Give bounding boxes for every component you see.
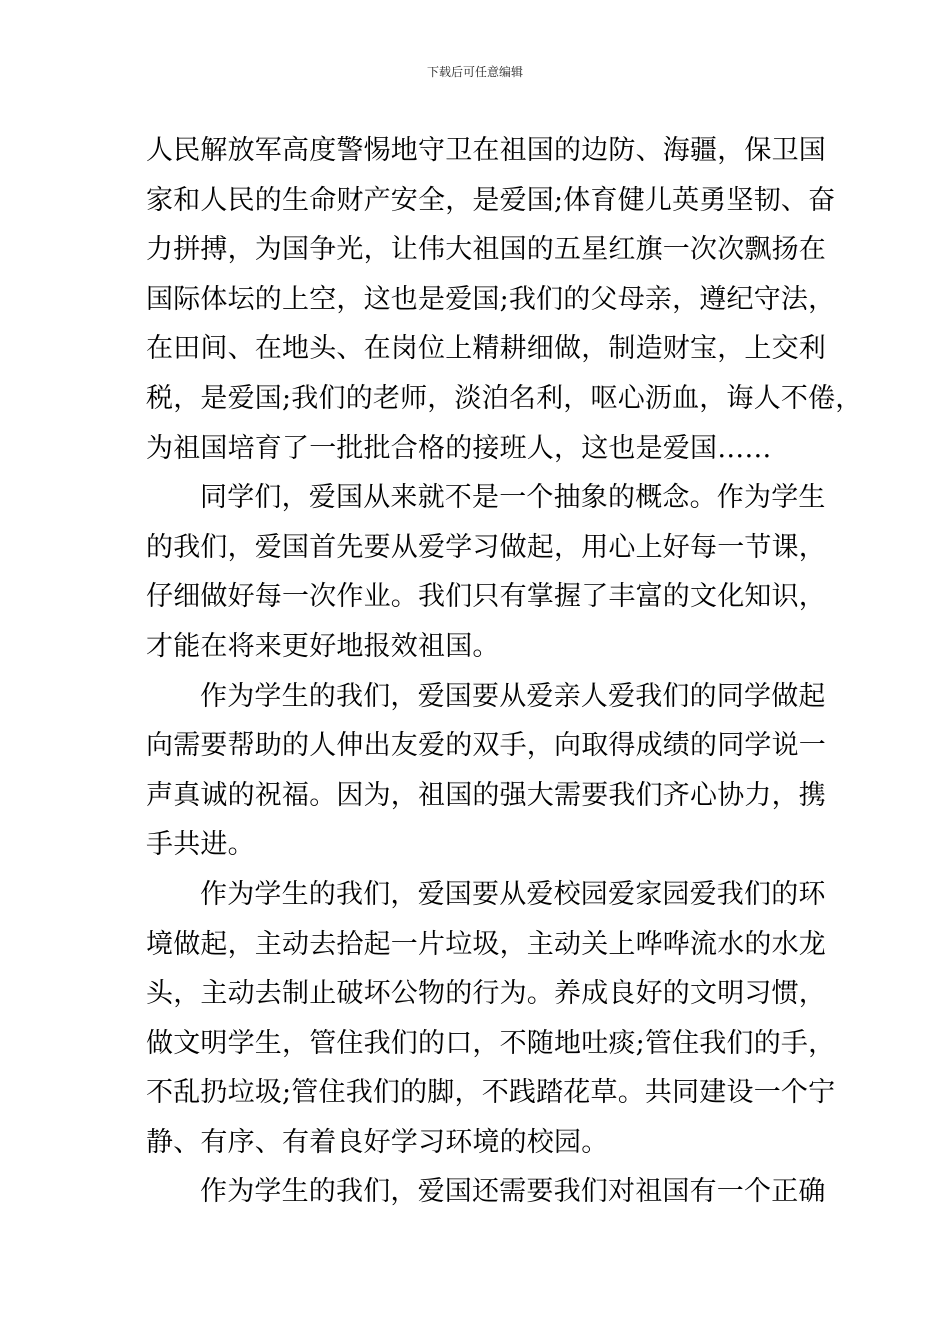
text-line: 国际体坛的上空，这也是爱国;我们的父母亲，遵纪守法， bbox=[146, 283, 836, 315]
text-line: 家和人民的生命财产安全，是爱国;体育健儿英勇坚韧、奋 bbox=[146, 184, 836, 216]
text-line: 在田间、在地头、在岗位上精耕细做，制造财宝，上交利 bbox=[146, 333, 826, 365]
text-line: 做文明学生，管住我们的口，不随地吐痰;管住我们的手， bbox=[146, 1027, 836, 1059]
paragraph-first-line: 作为学生的我们，爱国要从爱校园爱家园爱我们的环 bbox=[200, 878, 826, 910]
text-line: 税，是爱国;我们的老师，淡泊名利，呕心沥血，诲人不倦， bbox=[146, 382, 863, 414]
text-line: 人民解放军高度警惕地守卫在祖国的边防、海疆，保卫国 bbox=[146, 135, 826, 166]
paragraph-first-line: 作为学生的我们，爱国还需要我们对祖国有一个正确 bbox=[200, 1176, 826, 1208]
paragraph-first-line: 作为学生的我们，爱国要从爱亲人爱我们的同学做起 bbox=[200, 680, 826, 712]
text-line: 力拼搏，为国争光，让伟大祖国的五星红旗一次次飘扬在 bbox=[146, 234, 826, 266]
text-line: 为祖国培育了一批批合格的接班人，这也是爱国…… bbox=[146, 432, 772, 464]
text-line: 静、有序、有着良好学习环境的校园。 bbox=[146, 1126, 609, 1158]
page-header-note: 下载后可任意编辑 bbox=[426, 65, 523, 79]
text-line: 仔细做好每一次作业。我们只有掌握了丰富的文化知识， bbox=[146, 581, 826, 613]
text-line: 向需要帮助的人伸出友爱的双手，向取得成绩的同学说一 bbox=[146, 730, 826, 762]
body-text bbox=[146, 126, 863, 1217]
text-line: 境做起，主动去拾起一片垃圾，主动关上哗哗流水的水龙 bbox=[146, 928, 826, 960]
text-line: 不乱扔垃圾;管住我们的脚，不践踏花草。共同建设一个宁 bbox=[146, 1077, 836, 1109]
text-line: 的我们，爱国首先要从爱学习做起，用心上好每一节课， bbox=[146, 531, 826, 563]
paragraph-first-line: 同学们，爱国从来就不是一个抽象的概念。作为学生 bbox=[200, 482, 826, 514]
text-line: 手共进。 bbox=[146, 829, 255, 861]
text-line: 才能在将来更好地报效祖国。 bbox=[146, 630, 500, 662]
text-line: 头，主动去制止破坏公物的行为。养成良好的文明习惯， bbox=[146, 978, 826, 1010]
text-line: 声真诚的祝福。因为，祖国的强大需要我们齐心协力，携 bbox=[146, 779, 826, 811]
